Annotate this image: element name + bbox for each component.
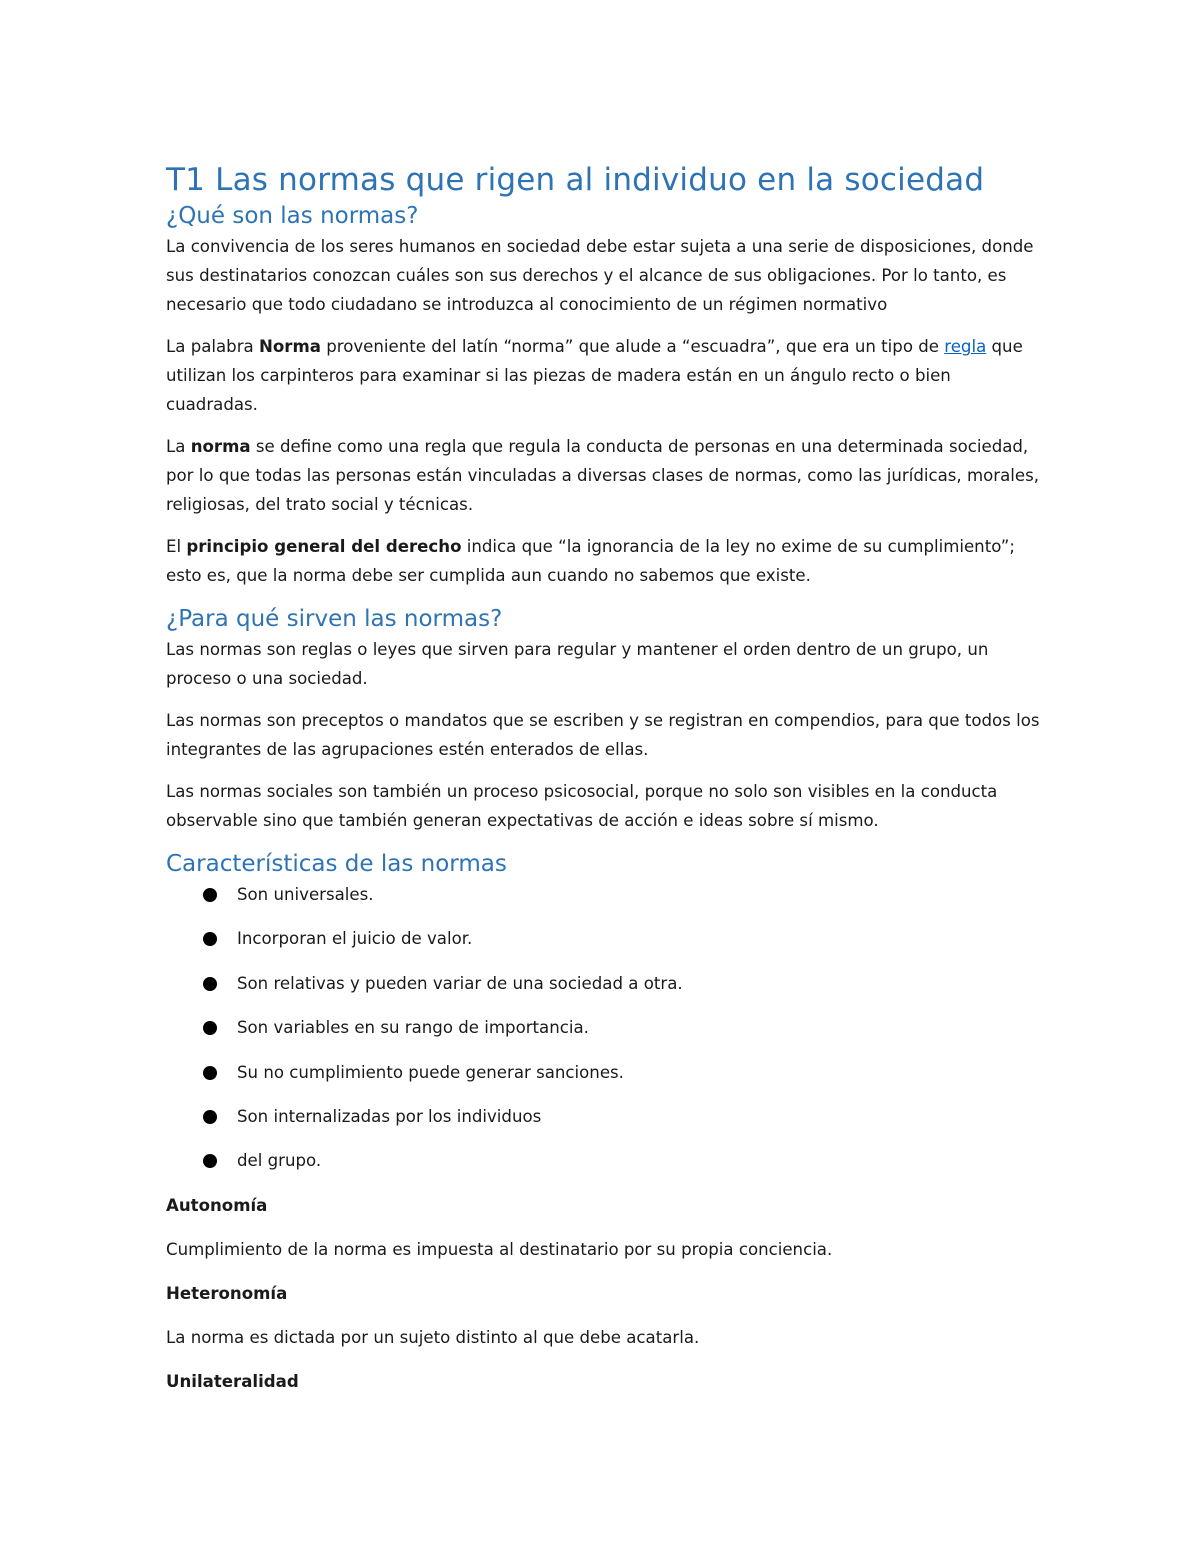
list-item [166,1058,1046,1087]
paragraph-principio [166,532,1046,590]
paragraph-reglas: Las normas son reglas o leyes que sirven para regular y mantener el orden dentro de un grupo, un proceso o una sociedad. [166,640,989,688]
paragraph-convivencia: La convivencia de los seres humanos en sociedad debe estar sujeta a una serie de disposiciones, donde sus destinatarios conozcan cuáles son sus derechos y el alcance de sus obligaciones. Por lo tanto, es necesario que todo ciudadano se introduzca al conocimiento de un régimen normativo [166,237,1034,314]
link-regla[interactable]: regla [944,337,987,356]
bullet-icon [203,1066,217,1080]
document-title: T1 Las normas que rigen al individuo en la sociedad [166,162,985,198]
heading-caracteristicas: Características de las normas [166,851,507,877]
list-item-text: Son internalizadas por los individuos [237,1106,542,1126]
list-item [166,880,1046,909]
bullet-icon [203,1110,217,1124]
paragraph-psicosocial: Las normas sociales son también un proceso psicosocial, porque no solo son visibles en la conducta observable sino que también generan expectativas de acción e ideas sobre sí mismo. [166,782,998,830]
subheading-unilateralidad: Unilateralidad [166,1371,299,1391]
list-item-text: Son universales. [237,885,374,904]
subheading-heteronomia: Heteronomía [166,1283,288,1303]
bullet-icon [203,977,217,991]
subheading-autonomia: Autonomía [166,1195,268,1215]
list-item-text: Su no cumplimiento puede generar sanciones. [237,1062,624,1082]
text-run: La [166,437,191,456]
bullet-icon [203,1021,217,1035]
bold-term-norma: Norma [258,337,321,356]
list-item-text: Incorporan el juicio de valor. [237,929,473,949]
heading-para-que: ¿Para qué sirven las normas? [166,606,503,632]
document-body [166,160,1046,1411]
paragraph-heteronomia: La norma es dictada por un sujeto distinto al que debe acatarla. [166,1327,700,1347]
text-run: La palabra [166,337,259,356]
paragraph-autonomia: Cumplimiento de la norma es impuesta al destinatario por su propia conciencia. [166,1239,833,1259]
bullet-icon [203,888,217,902]
bold-term-norma-def: norma [190,437,251,456]
list-item [166,924,1046,953]
heading-que-son: ¿Qué son las normas? [166,203,419,229]
bullet-icon [203,932,217,946]
text-run: se define como una regla que regula la conducta de personas en una determinada sociedad, por lo que todas las personas están vinculadas a diversas clases de normas, como las jurídicas, morales, religiosas, del trato social y técnicas. [166,437,1040,514]
paragraph-preceptos: Las normas son preceptos o mandatos que se escriben y se registran en compendios, para que todos los integrantes de las agrupaciones estén enterados de ellas. [166,711,1040,759]
list-item [166,1102,1046,1131]
text-run: indica que “la ignorancia de la ley no exime de su cumplimiento”; esto es, que la norma debe ser cumplida aun cuando no sabemos que existe. [166,537,1015,585]
list-item-text: del grupo. [237,1151,322,1171]
bold-term-principio: principio general del derecho [186,537,462,556]
paragraph-definicion [166,432,1046,519]
list-item [166,1146,1046,1175]
bullet-icon [203,1154,217,1168]
text-run: proveniente del latín “norma” que alude a “escuadra”, que era un tipo de [320,337,945,356]
list-item [166,969,1046,998]
paragraph-palabra-norma [166,332,1046,419]
text-run: que utilizan los carpinteros para examinar si las piezas de madera están en un ángulo recto o bien cuadradas. [166,337,1023,414]
list-item-text: Son variables en su rango de importancia. [237,1018,589,1038]
list-item [166,1013,1046,1042]
text-run: El [166,537,187,556]
characteristics-list [166,880,1046,1175]
list-item-text: Son relativas y pueden variar de una sociedad a otra. [237,973,683,993]
